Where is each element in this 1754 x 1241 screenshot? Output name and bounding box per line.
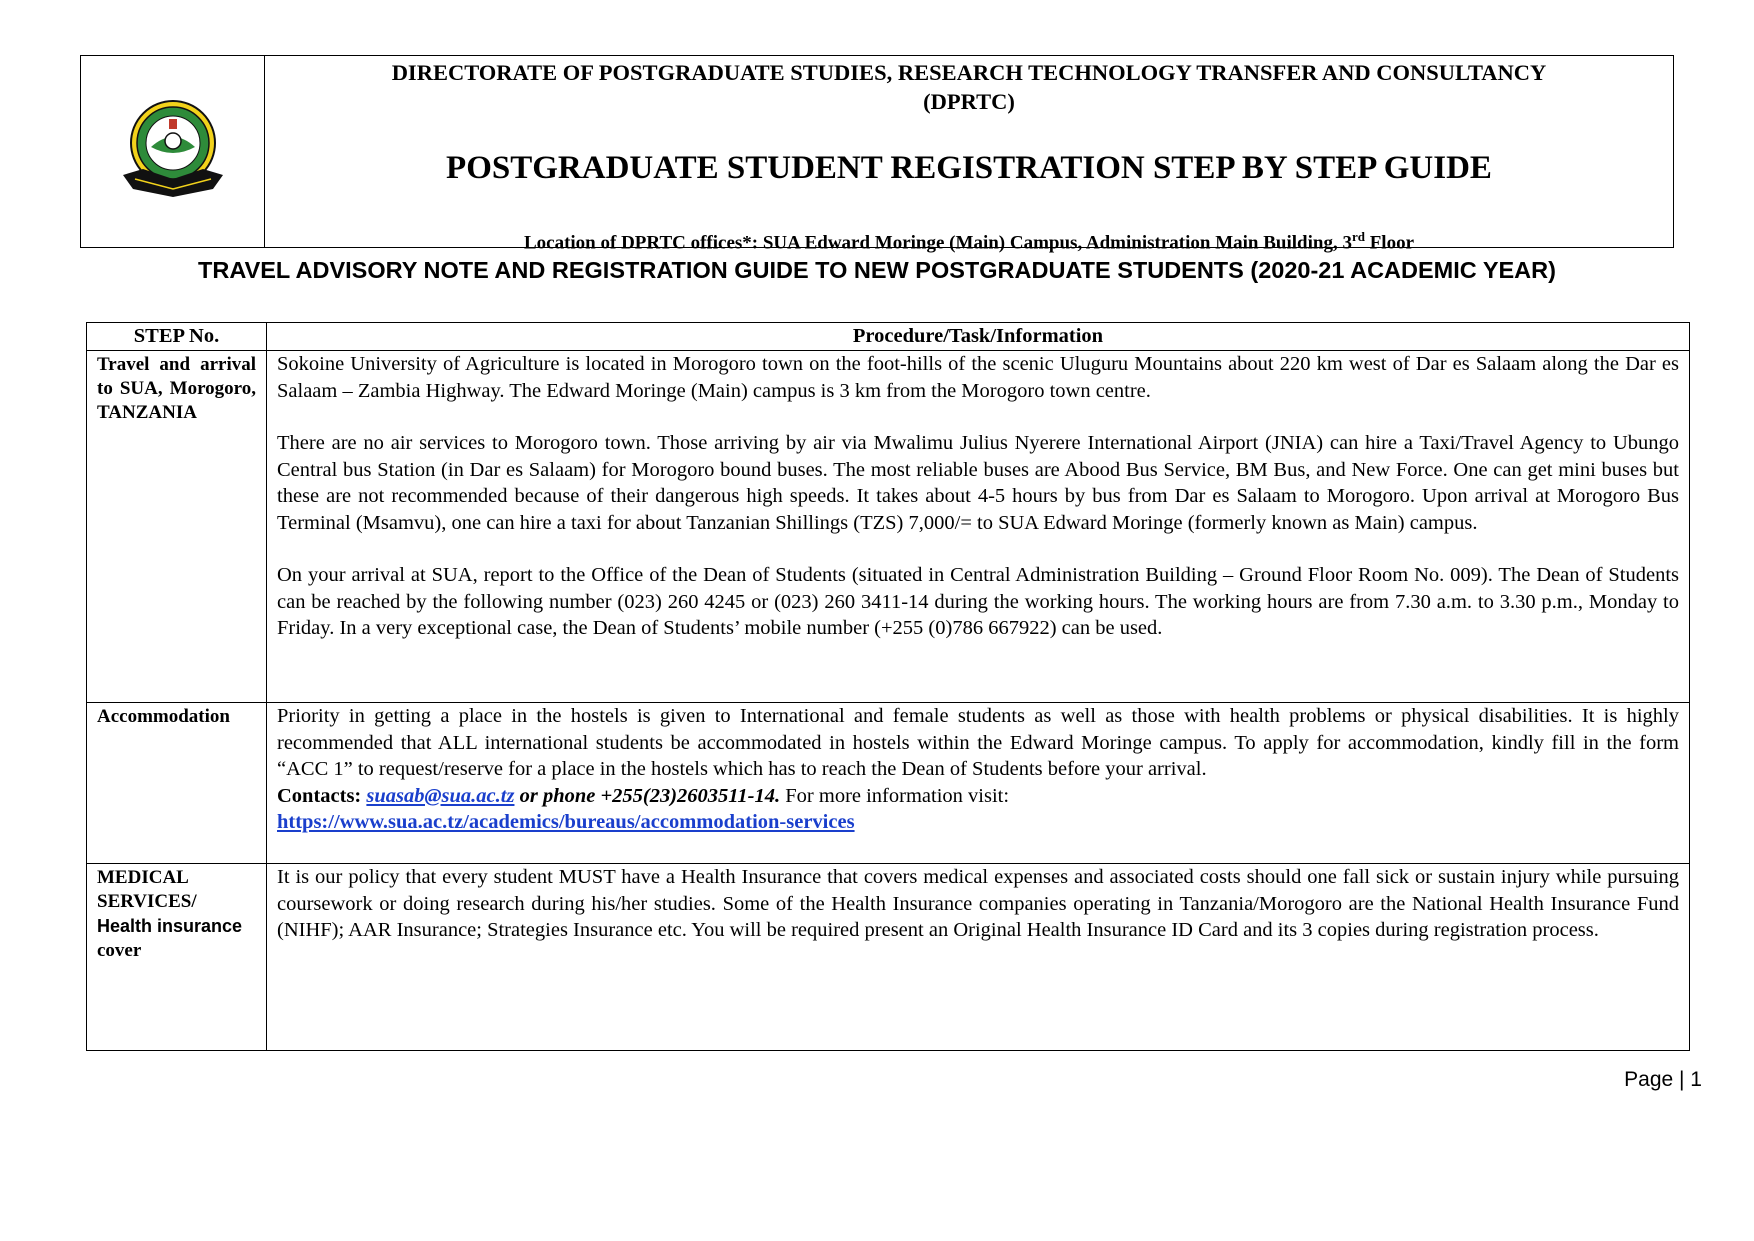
table-row bbox=[87, 351, 1690, 703]
step-medical-procedure bbox=[267, 864, 1690, 1051]
step-travel-label: Travel and arrival to SUA, Morogoro, TANZANIA bbox=[87, 351, 267, 703]
paragraph: It is our policy that every student MUST have a Health Insurance that covers medical expenses and associated costs should one fall sick or sustain injury while pursuing coursework or doing research during his/her studies. Some of the Health Insurance companies operating in Tanzania/Morogoro are the National Health Insurance Fund (NIHF); AAR Insurance; Strategies Insurance etc. You will be required present an Original Health Insurance ID Card and its 3 copies during registration process. bbox=[277, 866, 1679, 941]
table-row bbox=[87, 864, 1690, 1051]
header-text-cell bbox=[265, 56, 1673, 254]
contacts-label: Contacts: bbox=[277, 784, 362, 807]
location-suffix: Floor bbox=[1364, 232, 1415, 254]
column-header-procedure: Procedure/Task/Information bbox=[267, 323, 1690, 351]
step-medical-label bbox=[87, 864, 267, 1051]
table-header-row bbox=[87, 323, 1690, 351]
medical-label-line-3: cover bbox=[97, 940, 142, 961]
step-travel-procedure bbox=[267, 351, 1690, 703]
logo-cell bbox=[81, 56, 265, 247]
column-header-step: STEP No. bbox=[87, 323, 267, 351]
contacts-line bbox=[277, 783, 1679, 810]
medical-label-line-2: Health insurance bbox=[97, 916, 243, 936]
accommodation-url-link[interactable]: https://www.sua.ac.tz/academics/bureaus/accommodation-services bbox=[277, 811, 855, 833]
step-accommodation-label: Accommodation bbox=[87, 703, 267, 864]
directorate-name bbox=[265, 58, 1673, 116]
paragraph: Priority in getting a place in the hostels is given to International and female students as well as those with health problems or physical disabilities. It is highly recommended that ALL international students be accommodated in hostels within the Edward Moringe campus. To apply for accommodation, kindly fill in the form “ACC 1” to request/reserve for a place in the hostels which has to reach the Dean of Students before your arrival. bbox=[277, 705, 1679, 780]
location-sup: rd bbox=[1351, 229, 1365, 244]
page-number: Page | 1 bbox=[1624, 1068, 1702, 1091]
more-info-text: For more information visit: bbox=[785, 784, 1010, 807]
directorate-line-2: (DPRTC) bbox=[923, 89, 1015, 114]
advisory-title: TRAVEL ADVISORY NOTE AND REGISTRATION GUIDE TO NEW POSTGRADUATE STUDENTS (2020-21 ACADEMIC YEAR) bbox=[198, 257, 1556, 283]
location-text: Location of DPRTC offices*: SUA Edward Moringe (Main) Campus, Administration Main Building, 3 bbox=[523, 232, 1352, 254]
contact-phone: or phone +255(23)2603511-14. bbox=[519, 784, 781, 807]
paragraph: On your arrival at SUA, report to the Office of the Dean of Students (situated in Central Administration Building – Ground Floor Room No. 009). The Dean of Students can be reached by the following number (023) 260 4245 or (023) 260 3411-14 during the working hours. The working hours are from 7.30 a.m. to 3.30 p.m., Monday to Friday. In a very exceptional case, the Dean of Students’ mobile number (+255 (0)786 667922) can be used. bbox=[277, 564, 1679, 639]
directorate-line-1: DIRECTORATE OF POSTGRADUATE STUDIES, RESEARCH TECHNOLOGY TRANSFER AND CONSULTANCY bbox=[391, 60, 1547, 85]
medical-label-line-1: MEDICAL SERVICES/ bbox=[97, 867, 197, 912]
guide-title: POSTGRADUATE STUDENT REGISTRATION STEP BY STEP GUIDE bbox=[446, 150, 1492, 186]
step-accommodation-procedure bbox=[267, 703, 1690, 864]
contact-email-link[interactable]: suasab@sua.ac.tz bbox=[366, 784, 515, 807]
table-row bbox=[87, 703, 1690, 864]
office-location bbox=[265, 226, 1673, 254]
university-seal-icon bbox=[113, 97, 233, 207]
registration-steps-table bbox=[86, 322, 1690, 1051]
paragraph: There are no air services to Morogoro town. Those arriving by air via Mwalimu Julius Nyerere International Airport (JNIA) can hire a Taxi/Travel Agency to Ubungo Central bus Station (in Dar es Salaam) for Morogoro bound buses. The most reliable buses are Abood Bus Service, BM Bus, and New Force. One can get mini buses but these are not recommended because of their dangerous high speeds. It takes about 4-5 hours by bus from Dar es Salaam to Morogoro. Upon arrival at Morogoro Bus Terminal (Msamvu), one can hire a taxi for about Tanzanian Shillings (TZS) 7,000/= to SUA Edward Moringe (formerly known as Main) campus. bbox=[277, 432, 1679, 534]
url-line bbox=[277, 809, 1679, 836]
document-header bbox=[80, 55, 1674, 254]
paragraph: Sokoine University of Agriculture is located in Morogoro town on the foot-hills of the scenic Uluguru Mountains about 220 km west of Dar es Salaam along the Dar es Salaam – Zambia Highway. The Edward Moringe (Main) campus is 3 km from the Morogoro town centre. bbox=[277, 353, 1679, 402]
